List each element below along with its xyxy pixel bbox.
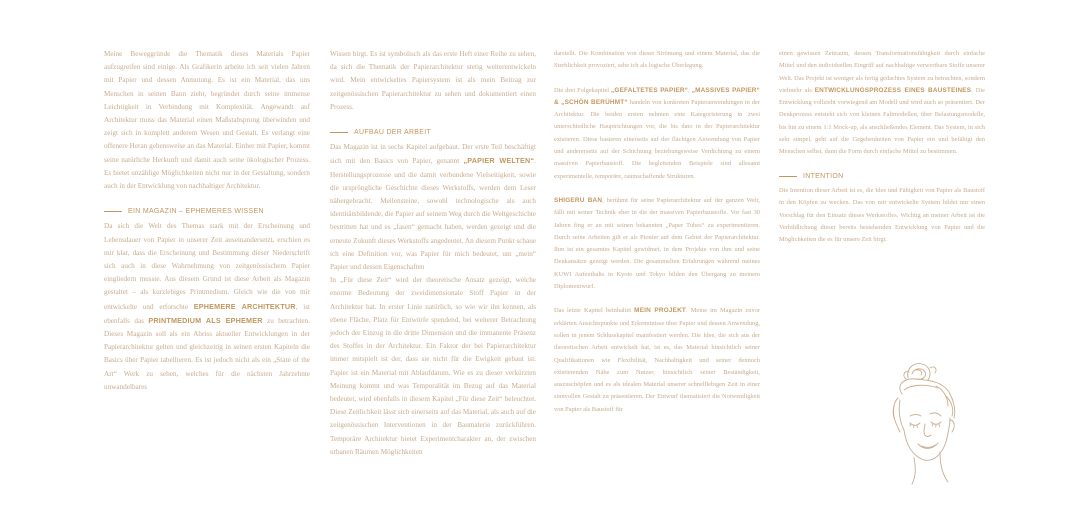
text-column-4 bbox=[779, 48, 985, 258]
section-heading bbox=[104, 205, 310, 218]
heading-rule bbox=[330, 132, 348, 133]
body-paragraph: Da sich die Welt des Themas stark mit der Erscheinung und Lebensdauer von Papier in unserer Zeit auseinandersetzt, erschien es mir klar, dass die Erscheinung und Bestimmung dieser Niederschrift sich auch in diese Wahrnehmung von zeitgenössischem Papier eingliedern musste. Aus diesem Grund ist diese Arbeit als Magazin gestaltet – als kurzlebiges Printmedium. Gleich wie die von mir entwickelte und erforschte EPHEMERE ARCHITEKTUR, ist ebenfalls das PRINTMEDIUM ALS EPHEMER zu betrachten. Dieses Magazin soll als ein Abriss aktueller Entwicklungen in der Papierarchitektur gelten und gleichzeitig in seinen ersten Kapiteln die Basics über Papier tabellieren. Es ist jedoch nicht als ein „State of the Art“ Werk zu sehen, welches für die nächsten Jahrzehnte unwandelbares bbox=[104, 222, 311, 391]
heading-text: EIN MAGAZIN – EPHEMERES WISSEN bbox=[128, 208, 264, 216]
body-paragraph: Das letzte Kapitel beinhaltet MEIN PROJEKT. Meine im Magazin zuvor erklärten Ansichtspunkte und Erkenntnisse über Papier und dessen Anwendung, sollen in jenem Schlusskapitel manifestiert werden. Die Idee, die sich aus der theoretischen Arbeit entwickelt hat, ist es, das Material hinsichtlich seiner Qualifikationen wie Flexibilität, Nachhaltigkeit und seiner dennoch existierenden Nähe zum Nutzer, hinsichtlich seiner Beständigkeit, auszuschöpfen und es als idealen Material unserer schnelllebigen Zeit in einer sinnvollen Gestalt zu präsentieren. Der Entwurf thematisiert die Notwendigkeit von Papier als Baustoff für bbox=[554, 307, 760, 413]
section-heading bbox=[779, 171, 985, 183]
body-paragraph: In „Für diese Zeit“ wird der theoretische Ansatz gezeigt, welche enorme Bedeutung der zweidimensionale Stoff Papier in der Architektur hat. In erster Linie natürlich, so wie wir ihn kennen, als ebene Fläche, Platz für Entwürfe spendend, bei weiterer Betrachtung jedoch der Einzug in die dritte Dimension und die immanente Präsenz des Stoffes in der Architektur. Ein Faktor der bei Papierarchitektur immer mitspielt ist der, dass sie nicht für die Ewigkeit gebaut ist. Papier ist ein Material mit Ablaufdatum. Wie es zu dieser verkürzten Meinung kommt und was Temporalität im Bezug auf das Material bedeutet, wird ebenfalls in diesem Kapitel „Für diese Zeit“ beleuchtet. Diese Zeitlichkeit lässt sich einerseits auf das Material, als auch auf die zeitgenössischen Interventionen in der Baumaterie zurückführen. Temporäre Architektur bietet Experimentcharakter an, der zwischen urbanen Räumen Möglichkeiten bbox=[330, 276, 536, 456]
body-paragraph: Wissen birgt. Es ist symbolisch als das erste Heft einer Reihe zu sehen, da sich die Thematik der Papierarchitektur stetig weiterentwickeln wird. Mein entwickeltes Papiersystem ist als mein Beitrag zur zeitgenössischen Papierarchitektur zu sehen und dokumentiert einen Prozess. bbox=[330, 50, 536, 111]
text-column-3 bbox=[554, 48, 760, 428]
body-paragraph: Die drei Folgekapitel „GEFALTETES PAPIER“, „MASSIVES PAPIER“ & „SCHÖN BERÜHMT“ handeln von konkreten Papieranwendungen in der Architektur. Die beiden ersten nehmen eine Kategorisierung in zwei unterschiedliche Hauptrichtungen vor, die bis dato in der Papierarchitektur existieren. Diese basieren einerseits auf der flächigen Anwendung von Papier und andererseits auf der Schichtung beziehungsweise Verdichtung zu einem massiven Papierbaustoff. Die begleitenden Beispiele sind allesamt experimentelle, temporäre, raumschaffende Strukturen. bbox=[554, 86, 760, 180]
body-paragraph: SHIGERU BAN, berühmt für seine Papierarchitektur auf der ganzen Welt, fällt mit seiner Technik eher in die der massiven Papierbaustoffe. Vor fast 30 Jahren fing er an mit seinen bekannten „Paper Tubes“ zu experimentieren. Durch seine Arbeiten gilt er als Pionier auf dem Gebiet der Papierarchitektur. Ihm ist ein gesamtes Kapitel gewidmet, in dem Projekte von ihm und seine Denkansätze gezeigt werden. Die gesammelten Erfahrungen während meines KUWI Aufenthalts in Kyoto und Tokyo bilden den Übergang zu meinem Diplomentwurf. bbox=[554, 196, 760, 291]
body-paragraph: einen gewissen Zeitraum, dessen Transformationsfähigkeit durch einfache Mittel und den individuellen Eingriff auf nachhaltige verwertbare Stoffe unserer Welt. Das Projekt ist weniger als fertig gedachtes System zu betrachten, sondern vielmehr als ENTWICKLUNGSPROZESS EINES BAUSTEINES. Die Entwicklung vollzieht vorwiegend am Modell und wird auch so präsentiert. Der Denkprozess entsteht sich von kleinen Faltmodellen, über Belastungsmodelle, bis hin zu einem 1:1 Mock-up, als anschließendes Element. Das System, in sich sehr simpel, geht auf die Gegebenheiten von Papier ein und befähigt den Menschen selbst, dann die Form durch einfache Mittel zu bestimmen. bbox=[779, 50, 985, 156]
heading-text: AUFBAU DER ARBEIT bbox=[354, 129, 432, 137]
body-paragraph: Die Intention dieser Arbeit ist es, die Idee und Fähigkeit von Papier als Baustoff in den Köpfen zu wecken. Das von mir entwickelte System bildet nur einen Vorschlag für den Einsatz dieses Werkstoffes. Wichtig an meiner Arbeit ist die Verbildlichung dieser bereits bestehenden Entwicklung von Papier und die Möglichkeiten die es für unsere Zeit birgt. bbox=[779, 186, 985, 244]
heading-rule bbox=[779, 176, 797, 177]
text-column-1 bbox=[104, 48, 310, 406]
heading-text: INTENTION bbox=[803, 172, 844, 180]
body-paragraph: Meine Beweggründe die Thematik dieses Materials Papier aufzugreifen sind einige. Als Grafikerin arbeite ich seit vielen Jahren mit Papier und dessen Anmutung. Es ist ein Material, das uns Menschen in seinen Bann zieht, begründet durch seine immense Leichtigkeit in Verbindung mit Komplexität. Angewandt auf Architektur muss das Material einen Maßstabsprung überwinden und zeigt sich in komplett anderem Wesen und Gestalt. Es verlangt eine offenere Heran gehensweise an das Material. Einher mit Papier, kommt seine natürliche Herkunft und damit auch seine ökologischer Prozess. Es bietet unzählige Möglichkeiten nicht nur in der Gestaltung, sondern auch in der Entwicklung von nachhaltiger Architektur. bbox=[104, 50, 310, 191]
section-heading bbox=[330, 126, 536, 139]
portrait-line-drawing bbox=[878, 360, 966, 486]
text-column-2 bbox=[330, 48, 536, 471]
body-paragraph: darstellt. Die Kombination von dieser Strömung und einem Material, das die Sterblichkeit provoziert, sehe ich als logische Überlegung. bbox=[554, 50, 760, 70]
body-paragraph: Das Magazin ist in sechs Kapitel aufgebaut. Der erste Teil beschäftigt sich mit den Basics von Papier, genannt „PAPIER WELTEN“. Herstellungsprozesse und die damit verbundene Vielseitigkeit, sowie die ursprüngliche Geschichte dieses Werkstoffs, werden dem Leser nähergebracht. Meilensteine, sowohl technologische als auch identitätsbildende, die Papier auf seinem Weg durch die Weltgeschichte bestritten hat und es „fasen“ gemacht haben, werden gezeigt und die erneute Zukunft dieses Werkstoffs angedeutet. An diesem Punkt schaue ich eine Definition vor, was Papier für mich bedeutet, um „mein“ Papier und dessen Eigenschaften bbox=[330, 143, 536, 272]
heading-rule bbox=[104, 211, 122, 212]
